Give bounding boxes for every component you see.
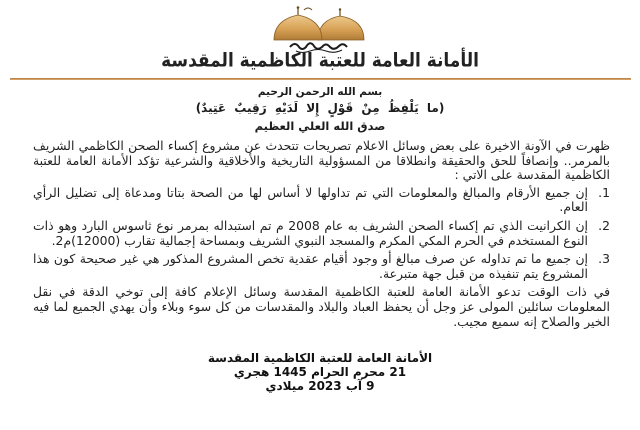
basmala-block	[0, 86, 640, 133]
bismillah-line: بسم الله الرحمن الرحيم	[257, 86, 383, 98]
list-item	[33, 219, 610, 248]
list-item-text: إن الكرانيت الذي تم إكساء الصحن الشريف به عام 2008 م تم استبداله بمرمر نوع ثاسوس البارد وهو ذات النوع المستخدم في الحرم المكي المكرم والمسجد النبوي الشريف وبمساحة إجمالية تقارب (12000)م2.	[33, 217, 588, 248]
list-item-text: إن جميع ما تم تداوله عن صرف مبالغ أو وجود أقيام عقدية تخص المشروع المذكور هي غير صحيحة كون هذا المشروع يتم تنفيذه من قبل جهة متبرعة.	[33, 251, 588, 281]
list-item-number: 2.	[598, 217, 610, 233]
signature-block	[0, 352, 640, 393]
verse-attribution: صدق الله العلي العظيم	[254, 119, 386, 133]
signature-organization: الأمانة العامة للعتبة الكاظمية المقدسة	[207, 351, 433, 365]
list-item-text: إن جميع الأرقام والمبالغ والمعلومات التي تم تداولها لا أساس لها من الصحة بتاتا ومدعاة إلى تضليل الرأي العام.	[33, 184, 588, 215]
signature-gregorian-date: 9 آب 2023 ميلادي	[265, 378, 375, 393]
closing-paragraph: في ذات الوقت تدعو الأمانة العامة للعتبة الكاظمية المقدسة وسائل الإعلام كافة إلى توخي الدقة في نقل المعلومات سائلين المولى عز وجل أن يحفظ العباد والبلاد والمقدسات من كل سوء وبلاء وأن يهدي الجميع لما فيه الخير والصلاح إنه سميع مجيب.	[33, 284, 610, 329]
statement-body	[33, 139, 610, 329]
quran-verse: (ما يَلْفِظُ مِنْ قَوْلٍ إِلا لَدَيْهِ رَقِيبٌ عَتِيدٌ)	[195, 101, 445, 115]
header-divider	[10, 78, 631, 80]
intro-paragraph: ظهرت في الآونة الاخيرة على بعض وسائل الاعلام تصريحات تتحدث عن مشروع إكساء الصحن الكاظمي الشريف بالمرمر.. وإنصافاً للحق والحقيقة وانطلاقا من المسؤولية التاريخية والأخلاقية والشرعية تؤكد الأمانة العامة للعتبة الكاظمية المقدسة على الاتي :	[33, 138, 610, 183]
list-item-number: 3.	[598, 251, 610, 267]
list-item-number: 1.	[598, 184, 610, 200]
organization-title-calligraphy: الأمانة العامة للعتبة الكاظمية المقدسة	[161, 49, 479, 73]
list-item	[33, 186, 610, 215]
shrine-domes-logo-icon	[260, 4, 380, 54]
list-item	[33, 252, 610, 281]
numbered-points-list	[33, 186, 610, 282]
signature-hijri-date: 21 محرم الحرام 1445 هجري	[233, 364, 407, 379]
